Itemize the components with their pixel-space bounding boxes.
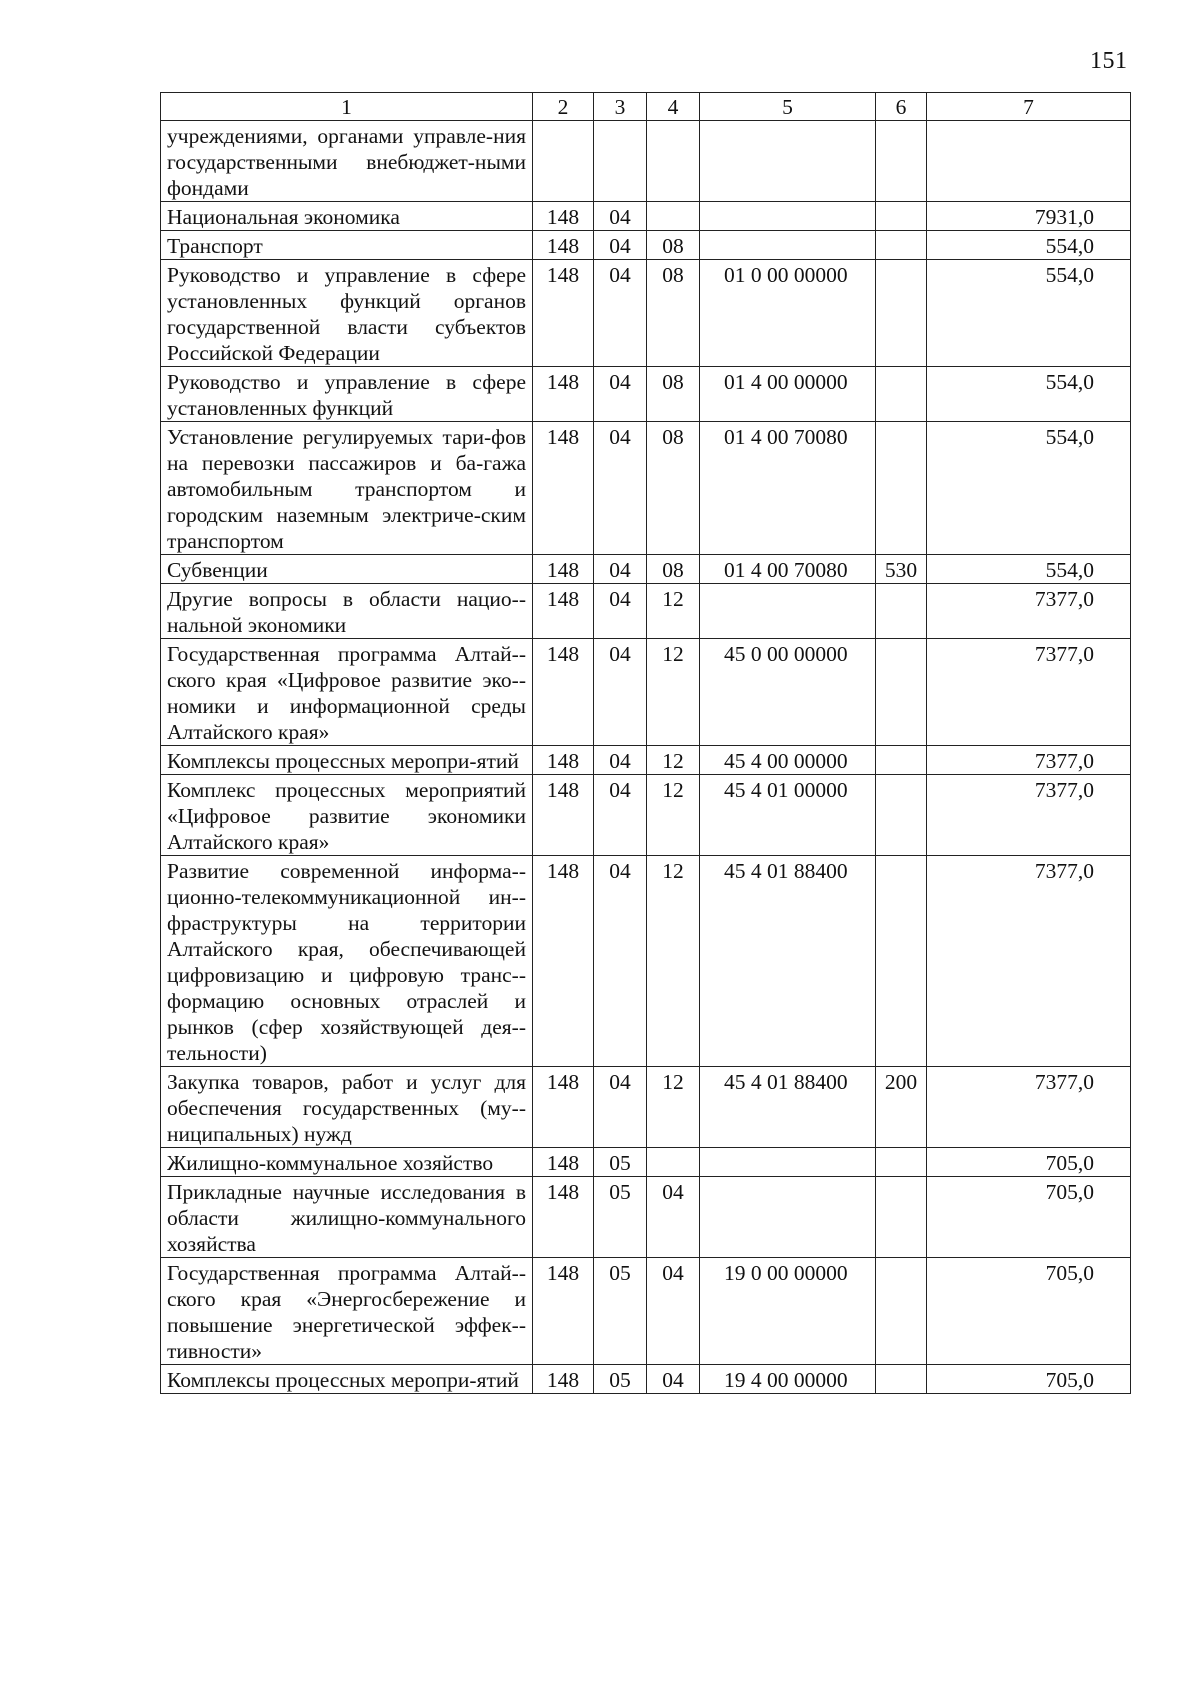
cell-ministry-code: 148 (533, 1067, 594, 1148)
table-row (161, 856, 1131, 1067)
cell-ministry-code: 148 (533, 422, 594, 555)
cell-section: 05 (594, 1365, 647, 1394)
cell-section: 04 (594, 639, 647, 746)
table-row (161, 584, 1131, 639)
cell-subsection: 12 (647, 856, 700, 1067)
table-row (161, 1365, 1131, 1394)
header-cell: 6 (876, 93, 927, 121)
cell-name: Комплекс процессных мероприятий «Цифровое развитие экономики Алтайского края» (161, 775, 533, 856)
cell-target-article: 45 4 01 00000 (700, 775, 876, 856)
cell-section: 04 (594, 584, 647, 639)
header-cell: 1 (161, 93, 533, 121)
cell-section: 04 (594, 1067, 647, 1148)
cell-section: 04 (594, 260, 647, 367)
cell-ministry-code: 148 (533, 584, 594, 639)
cell-name: Национальная экономика (161, 202, 533, 231)
cell-ministry-code: 148 (533, 1148, 594, 1177)
cell-section: 04 (594, 555, 647, 584)
cell-expense-type (876, 1148, 927, 1177)
cell-target-article: 45 4 01 88400 (700, 1067, 876, 1148)
cell-subsection: 12 (647, 1067, 700, 1148)
header-cell: 7 (927, 93, 1131, 121)
cell-name: Закупка товаров, работ и услуг для обеспечения государственных (му-ниципальных) нужд (161, 1067, 533, 1148)
cell-subsection (647, 202, 700, 231)
cell-target-article (700, 1177, 876, 1258)
cell-ministry-code: 148 (533, 555, 594, 584)
cell-section: 05 (594, 1177, 647, 1258)
cell-target-article: 19 0 00 00000 (700, 1258, 876, 1365)
header-cell: 2 (533, 93, 594, 121)
cell-expense-type (876, 202, 927, 231)
table-row (161, 121, 1131, 202)
cell-section: 04 (594, 231, 647, 260)
cell-amount: 7377,0 (927, 746, 1131, 775)
cell-target-article (700, 584, 876, 639)
cell-name: Государственная программа Алтай-ского края «Цифровое развитие эко-номики и информационной среды Алтайского края» (161, 639, 533, 746)
cell-expense-type (876, 1365, 927, 1394)
cell-ministry-code: 148 (533, 746, 594, 775)
table-row (161, 1258, 1131, 1365)
cell-amount: 554,0 (927, 555, 1131, 584)
cell-subsection: 04 (647, 1258, 700, 1365)
table-row (161, 422, 1131, 555)
cell-subsection: 08 (647, 260, 700, 367)
cell-target-article (700, 231, 876, 260)
cell-name: Государственная программа Алтай-ского края «Энергосбережение и повышение энергетической эффек-тивности» (161, 1258, 533, 1365)
header-cell: 5 (700, 93, 876, 121)
cell-target-article: 19 4 00 00000 (700, 1365, 876, 1394)
cell-amount: 705,0 (927, 1365, 1131, 1394)
budget-table (160, 92, 1131, 1394)
table-row (161, 555, 1131, 584)
table-row (161, 775, 1131, 856)
cell-ministry-code: 148 (533, 639, 594, 746)
table-row (161, 260, 1131, 367)
cell-amount: 554,0 (927, 231, 1131, 260)
cell-name: Другие вопросы в области нацио-нальной экономики (161, 584, 533, 639)
cell-name: Жилищно-коммунальное хозяйство (161, 1148, 533, 1177)
cell-section (594, 121, 647, 202)
table-row (161, 639, 1131, 746)
table-row (161, 746, 1131, 775)
table-row (161, 202, 1131, 231)
table-header-row (161, 93, 1131, 121)
cell-section: 04 (594, 202, 647, 231)
cell-subsection: 12 (647, 584, 700, 639)
cell-target-article (700, 1148, 876, 1177)
cell-name: Комплексы процессных меропри-ятий (161, 746, 533, 775)
cell-target-article: 01 4 00 70080 (700, 555, 876, 584)
cell-ministry-code: 148 (533, 1365, 594, 1394)
cell-expense-type (876, 231, 927, 260)
cell-name: Развитие современной информа-ционно-телекоммуникационной ин-фраструктуры на территории Алтайского края, обеспечивающей цифровизацию и цифровую транс-формацию основных отраслей и рынков (сфер хозяйствующей дея-тельности) (161, 856, 533, 1067)
cell-section: 04 (594, 746, 647, 775)
cell-ministry-code: 148 (533, 1258, 594, 1365)
page-number: 151 (1090, 48, 1128, 74)
cell-target-article: 01 4 00 00000 (700, 367, 876, 422)
cell-expense-type (876, 1258, 927, 1365)
cell-amount: 7377,0 (927, 775, 1131, 856)
cell-subsection: 12 (647, 746, 700, 775)
cell-amount: 554,0 (927, 367, 1131, 422)
cell-ministry-code: 148 (533, 1177, 594, 1258)
header-cell: 3 (594, 93, 647, 121)
cell-subsection: 08 (647, 422, 700, 555)
cell-amount: 7377,0 (927, 584, 1131, 639)
table-row (161, 1067, 1131, 1148)
cell-expense-type (876, 746, 927, 775)
cell-expense-type (876, 775, 927, 856)
table-body (161, 93, 1131, 1394)
cell-name: Установление регулируемых тари-фов на перевозки пассажиров и ба-гажа автомобильным транспортом и городским наземным электриче-ским транспортом (161, 422, 533, 555)
cell-expense-type: 530 (876, 555, 927, 584)
table-row (161, 231, 1131, 260)
cell-subsection (647, 1148, 700, 1177)
cell-amount: 7931,0 (927, 202, 1131, 231)
cell-section: 04 (594, 775, 647, 856)
cell-name: Руководство и управление в сфере установленных функций (161, 367, 533, 422)
cell-name: Транспорт (161, 231, 533, 260)
cell-expense-type (876, 1177, 927, 1258)
cell-expense-type (876, 367, 927, 422)
cell-section: 04 (594, 856, 647, 1067)
cell-target-article: 01 0 00 00000 (700, 260, 876, 367)
cell-name: учреждениями, органами управле-ния государственными внебюджет-ными фондами (161, 121, 533, 202)
table-row (161, 367, 1131, 422)
cell-amount: 7377,0 (927, 639, 1131, 746)
cell-amount: 7377,0 (927, 856, 1131, 1067)
cell-amount: 705,0 (927, 1177, 1131, 1258)
cell-amount: 705,0 (927, 1258, 1131, 1365)
cell-ministry-code: 148 (533, 231, 594, 260)
cell-section: 05 (594, 1258, 647, 1365)
header-cell: 4 (647, 93, 700, 121)
cell-section: 04 (594, 422, 647, 555)
cell-target-article: 45 4 01 88400 (700, 856, 876, 1067)
cell-ministry-code: 148 (533, 367, 594, 422)
cell-section: 04 (594, 367, 647, 422)
cell-target-article: 45 4 00 00000 (700, 746, 876, 775)
cell-expense-type (876, 856, 927, 1067)
cell-subsection: 04 (647, 1365, 700, 1394)
cell-section: 05 (594, 1148, 647, 1177)
cell-subsection: 08 (647, 367, 700, 422)
cell-target-article: 45 0 00 00000 (700, 639, 876, 746)
cell-name: Субвенции (161, 555, 533, 584)
cell-name: Прикладные научные исследования в области жилищно-коммунального хозяйства (161, 1177, 533, 1258)
cell-ministry-code: 148 (533, 856, 594, 1067)
cell-expense-type (876, 584, 927, 639)
cell-subsection: 04 (647, 1177, 700, 1258)
cell-ministry-code: 148 (533, 260, 594, 367)
cell-expense-type (876, 422, 927, 555)
cell-subsection (647, 121, 700, 202)
cell-expense-type (876, 121, 927, 202)
cell-expense-type (876, 639, 927, 746)
cell-expense-type: 200 (876, 1067, 927, 1148)
cell-target-article: 01 4 00 70080 (700, 422, 876, 555)
cell-target-article (700, 121, 876, 202)
table-row (161, 1148, 1131, 1177)
cell-amount: 554,0 (927, 260, 1131, 367)
cell-target-article (700, 202, 876, 231)
cell-ministry-code: 148 (533, 775, 594, 856)
cell-subsection: 12 (647, 775, 700, 856)
cell-ministry-code (533, 121, 594, 202)
cell-amount: 7377,0 (927, 1067, 1131, 1148)
cell-subsection: 08 (647, 231, 700, 260)
cell-name: Комплексы процессных меропри-ятий (161, 1365, 533, 1394)
cell-ministry-code: 148 (533, 202, 594, 231)
table-row (161, 1177, 1131, 1258)
cell-name: Руководство и управление в сфере установленных функций органов государственной власти субъектов Российской Федерации (161, 260, 533, 367)
cell-subsection: 12 (647, 639, 700, 746)
cell-amount (927, 121, 1131, 202)
cell-amount: 554,0 (927, 422, 1131, 555)
cell-subsection: 08 (647, 555, 700, 584)
cell-expense-type (876, 260, 927, 367)
cell-amount: 705,0 (927, 1148, 1131, 1177)
